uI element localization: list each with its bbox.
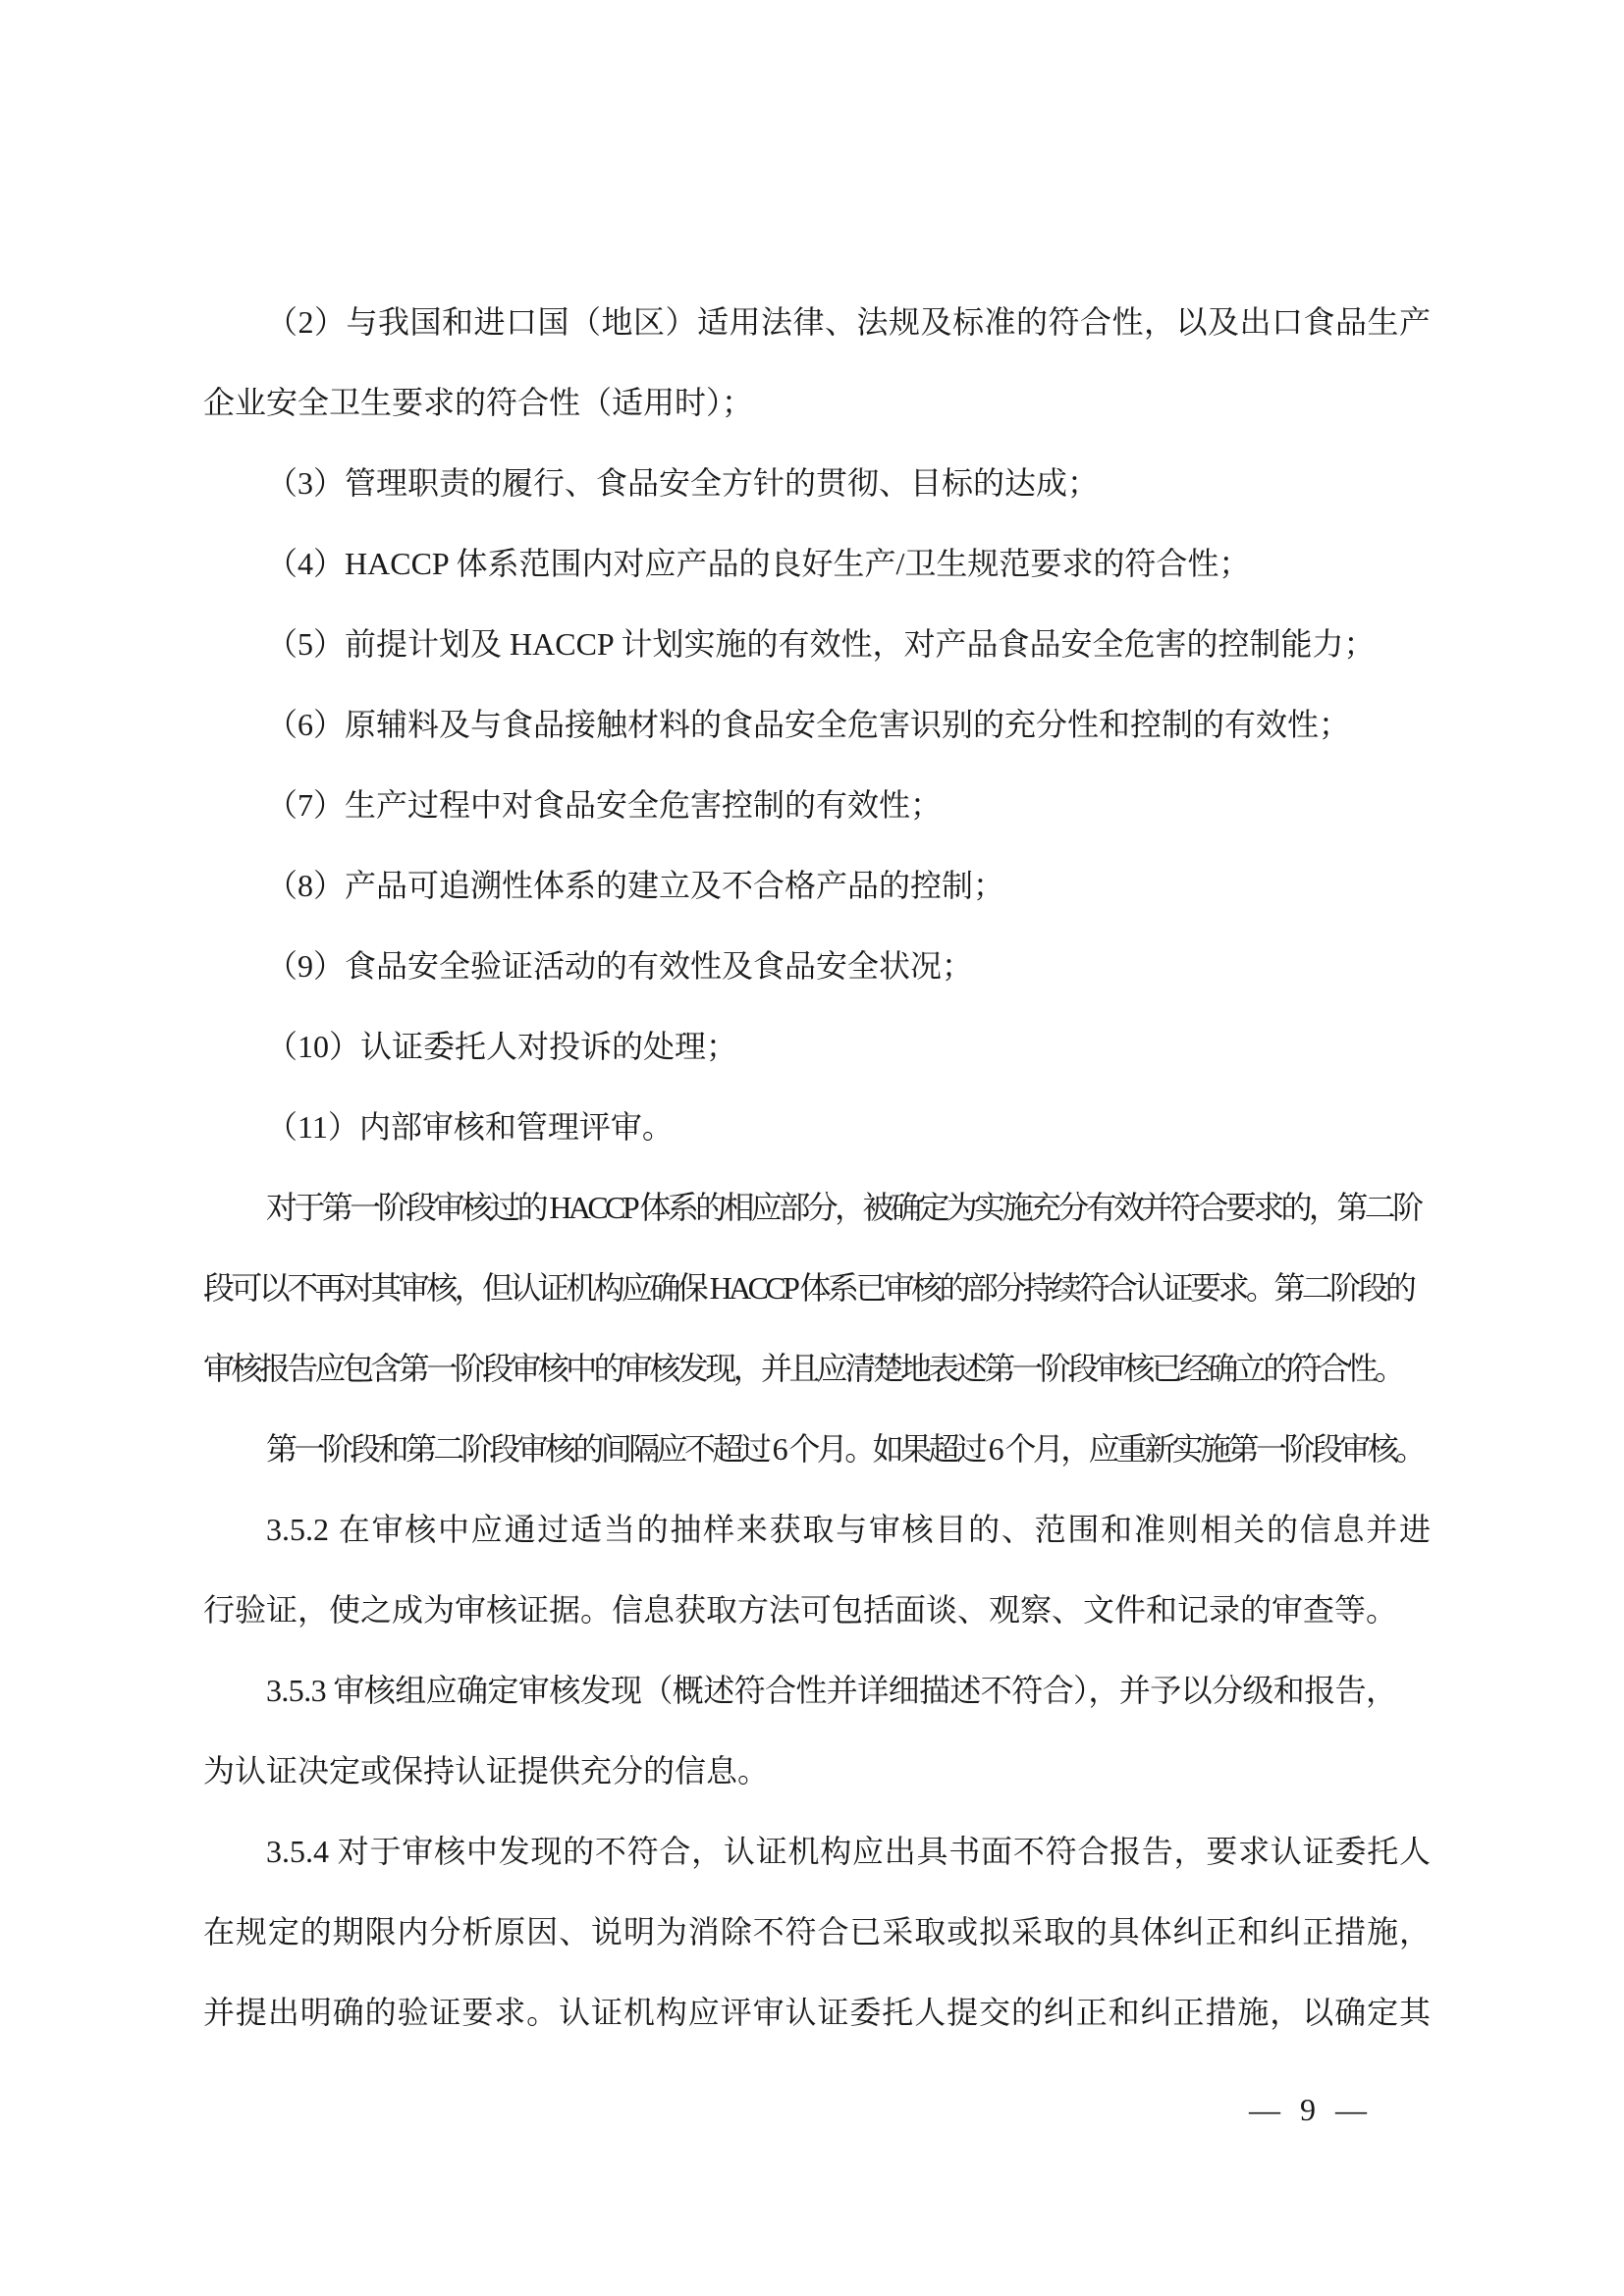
text-line: （3）管理职责的履行、食品安全方针的贯彻、目标的达成； (266, 465, 1100, 501)
text-block (203, 282, 1431, 2053)
text-line: 为认证决定或保持认证提供充分的信息。 (203, 1753, 770, 1789)
text-line: 在规定的期限内分析原因、说明为消除不符合已采取或拟采取的具体纠正和纠正措施， (203, 1914, 1431, 1949)
text-line: 行验证，使之成为审核证据。信息获取方法可包括面谈、观察、文件和记录的审查等。 (203, 1592, 1398, 1628)
text-line: （8）产品可追溯性体系的建立及不合格产品的控制； (266, 868, 1005, 903)
text-line: （4）HACCP 体系范围内对应产品的良好生产/卫生规范要求的符合性； (266, 546, 1251, 581)
text-line: （2）与我国和进口国（地区）适用法律、法规及标准的符合性，以及出口食品生产 (266, 304, 1431, 340)
page-number: — 9 — (1249, 2092, 1373, 2127)
text-line: （11）内部审核和管理评审。 (266, 1109, 674, 1145)
text-line: 3.5.3 审核组应确定审核发现（概述符合性并详细描述不符合），并予以分级和报告， (266, 1673, 1397, 1708)
text-line: （6）原辅料及与食品接触材料的食品安全危害识别的充分性和控制的有效性； (266, 707, 1351, 742)
text-line: （5）前提计划及 HACCP 计划实施的有效性，对产品食品安全危害的控制能力； (266, 626, 1376, 662)
text-line: 3.5.4 对于审核中发现的不符合，认证机构应出具书面不符合报告，要求认证委托人 (266, 1834, 1431, 1869)
text-line: 对于第一阶段审核过的 HACCP 体系的相应部分，被确定为实施充分有效并符合要求的，第二阶 (266, 1190, 1421, 1225)
text-line: 段可以不再对其审核，但认证机构应确保 HACCP 体系已审核的部分持续符合认证要求。第二阶段的 (203, 1270, 1414, 1306)
text-line: （9）食品安全验证活动的有效性及食品安全状况； (266, 948, 974, 984)
text-line: 并提出明确的验证要求。认证机构应评审认证委托人提交的纠正和纠正措施，以确定其 (203, 1995, 1431, 2030)
text-line: 3.5.2 在审核中应通过适当的抽样来获取与审核目的、范围和准则相关的信息并进 (266, 1512, 1431, 1547)
text-line: 审核报告应包含第一阶段审核中的审核发现，并且应清楚地表述第一阶段审核已经确立的符合性。 (203, 1351, 1403, 1386)
text-line: （7）生产过程中对食品安全危害控制的有效性； (266, 787, 943, 823)
text-line: （10）认证委托人对投诉的处理； (266, 1029, 738, 1064)
text-line: 企业安全卫生要求的符合性（适用时）； (203, 385, 754, 420)
text-line: 第一阶段和第二阶段审核的间隔应不超过 6 个月。如果超过 6 个月，应重新实施第一阶段审核。 (266, 1431, 1424, 1467)
